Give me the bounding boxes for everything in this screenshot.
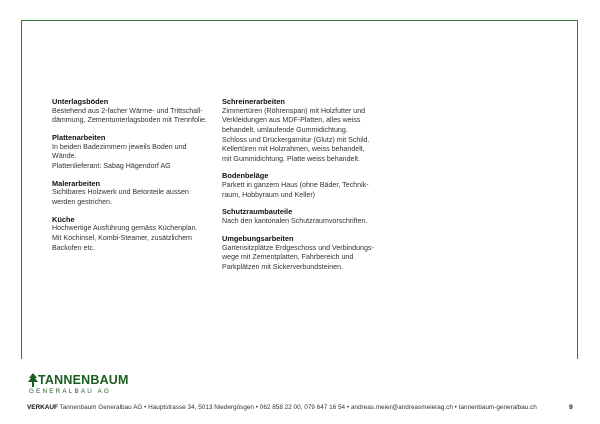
section-text-line: Zimmertüren (Röhrenspan) mit Holzfutter und: [222, 106, 366, 115]
section-text-line: Gartensitzplätze Erdgeschoss und Verbindungs-: [222, 243, 374, 252]
right-column: [222, 97, 384, 279]
section-text-line: Mit Kochinsel, Kombi-Steamer, zusätzlichem: [52, 233, 192, 242]
fir-tree-icon: [28, 373, 38, 387]
spec-section: [52, 215, 214, 254]
footer-text: Tannenbaum Generalbau AG • Hauptstrasse 34, 5013 Niedergösgen • 062 858 22 00, 079 647 16 54 • andreas.meier@andreasmeierag.ch • tannenbaum-generalbau.ch: [57, 404, 537, 411]
section-heading: Unterlagsböden: [52, 97, 109, 106]
section-heading: Schutzraumbauteile: [222, 207, 293, 217]
footer-label: VERKAUF: [27, 404, 58, 411]
section-text-line: Hochwertige Ausführung gemäss Küchenplan.: [52, 224, 198, 233]
left-column: [52, 97, 214, 260]
section-text-line: Wände.: [52, 152, 77, 161]
logo-name: TANNENBAUM: [38, 373, 129, 387]
section-heading: Schreinerarbeiten: [222, 97, 285, 106]
spec-section: [222, 97, 384, 164]
spec-section: [52, 179, 214, 208]
section-text-line: Plattenlieferant: Sabag Hägendorf AG: [52, 161, 171, 170]
spec-section: [222, 207, 384, 226]
spec-section: [222, 234, 384, 273]
section-heading: Plattenarbeiten: [52, 132, 106, 142]
section-text-line: mit Gummidichtung. Platte weiss behandelt.: [222, 154, 360, 163]
section-text-line: dämmung, Zementunterlagsboden mit Trennfolie.: [52, 116, 207, 125]
section-text-line: Parkett in ganzem Haus (ohne Bäder, Technik-: [222, 181, 369, 190]
section-text-line: behandelt, umlaufende Gummidichtung.: [222, 125, 348, 134]
logo-subtitle: GENERALBAU AG: [29, 388, 112, 395]
logo-wordmark: [28, 373, 129, 387]
section-text-line: In beiden Badezimmern jeweils Boden und: [52, 142, 187, 151]
spec-section: [52, 97, 214, 126]
section-heading: Malerarbeiten: [52, 178, 101, 188]
section-text-line: Schloss und Drückergarnitur (Glutz) mit Schild.: [222, 135, 370, 144]
spec-section: [52, 133, 214, 172]
section-text-line: werden gestrichen.: [52, 197, 112, 206]
footer-contact: [27, 403, 577, 412]
section-text-line: Bestehend aus 2-facher Wärme- und Trittschall-: [52, 106, 203, 115]
section-heading: Küche: [52, 214, 75, 224]
section-heading: Umgebungsarbeiten: [222, 233, 294, 243]
company-logo: [28, 373, 129, 401]
section-heading: Bodenbeläge: [222, 171, 269, 181]
spec-section: [222, 171, 384, 200]
section-text-line: Backofen etc.: [52, 243, 95, 252]
section-text-line: Nach den kantonalen Schutzraumvorschriften.: [222, 217, 368, 226]
page-number: 9: [569, 404, 573, 411]
section-text-line: wege mit Zementplatten, Fahrbereich und: [222, 253, 354, 262]
section-text-line: Parkplätzen mit Sickerverbundsteinen.: [222, 262, 344, 271]
section-text-line: raum, Hobbyraum und Keller): [222, 190, 316, 199]
section-text-line: Verkleidungen aus MDF-Platten, alles weiss: [222, 116, 361, 125]
section-text-line: Kellertüren mit Holzrahmen, weiss behandelt,: [222, 145, 365, 154]
section-text-line: Sichtbares Holzwerk und Betonteile aussen: [52, 188, 189, 197]
